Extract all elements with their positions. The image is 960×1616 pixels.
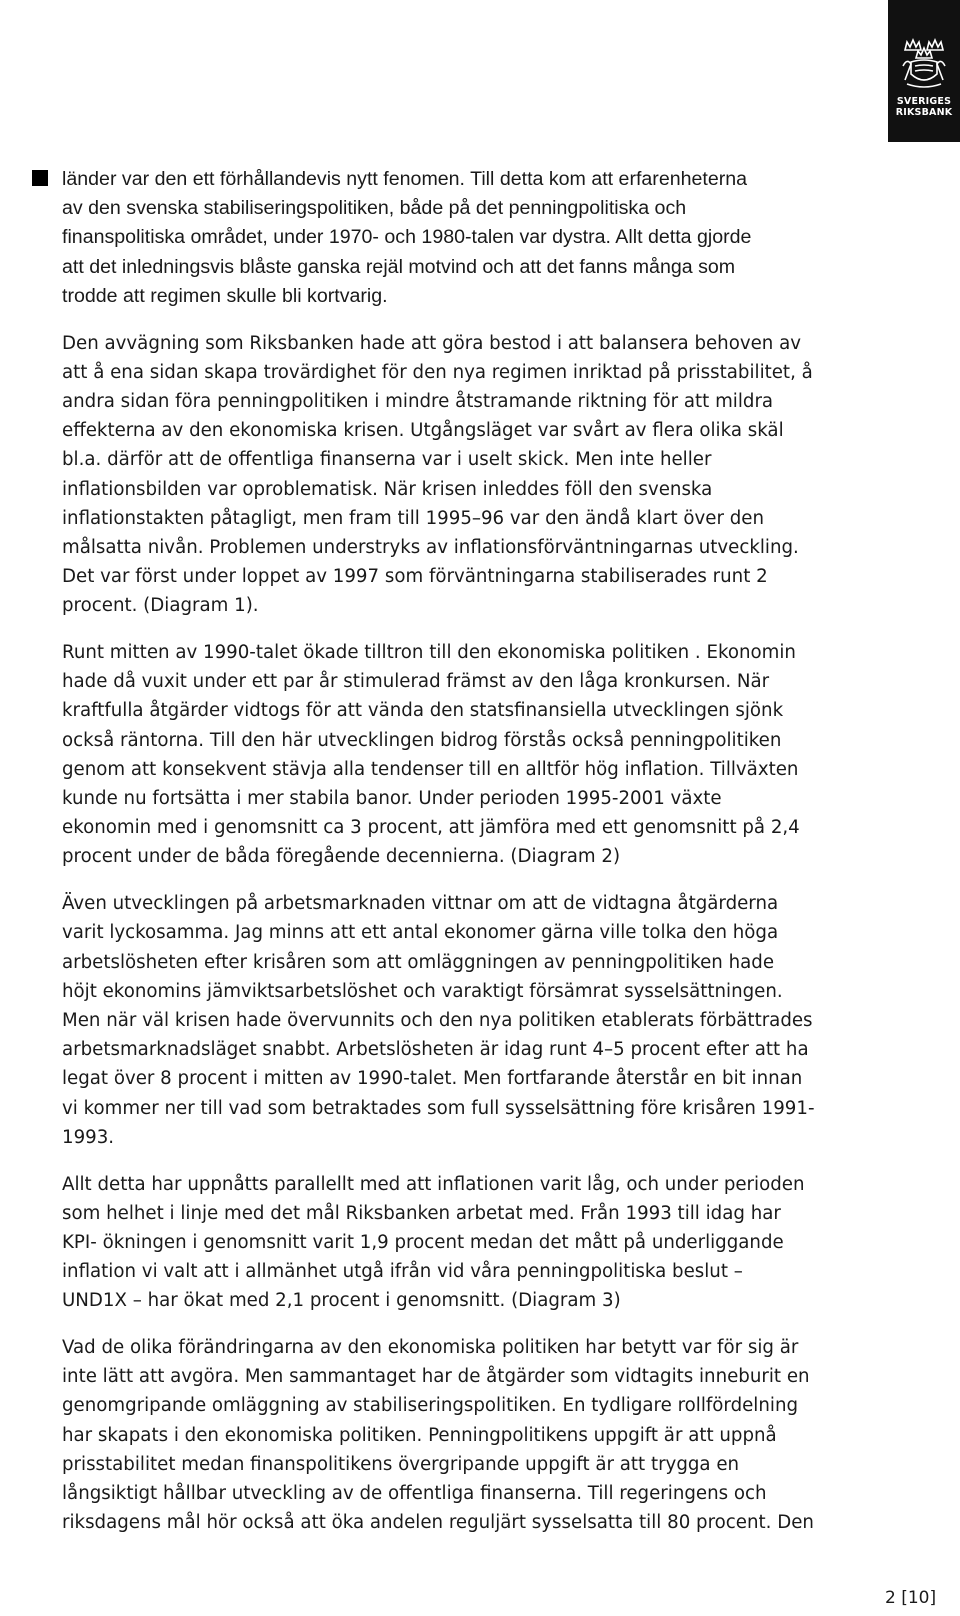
text-line: effekterna av den ekonomiska krisen. Utgångsläget var svårt av flera olika skäl (62, 420, 784, 442)
paragraph-6 (62, 1333, 862, 1537)
text-line: genomgripande omläggning av stabiliseringspolitiken. En tydligare rollfördelning (62, 1395, 799, 1417)
text-line: målsatta nivån. Problemen understryks av inflationsförväntningarnas utveckling. (62, 536, 799, 558)
text-line: inflationsbilden var oproblematisk. När krisen inleddes föll den svenska (62, 478, 713, 500)
body-text (62, 165, 862, 1555)
text-line: procent under de båda föregående decennierna. (Diagram 2) (62, 846, 621, 868)
text-line: att å ena sidan skapa trovärdighet för den nya regimen inriktad på prisstabilitet, å (62, 361, 813, 383)
text-line: inte lätt att avgöra. Men sammantaget har de åtgärder som vidtagits inneburit en (62, 1366, 810, 1388)
section-marker (32, 170, 48, 186)
text-line: ekonomin med i genomsnitt ca 3 procent, att jämföra med ett genomsnitt på 2,4 (62, 817, 800, 839)
text-line: Även utvecklingen på arbetsmarknaden vittnar om att de vidtagna åtgärderna (62, 893, 779, 915)
logo-line-sveriges: SVERIGES (896, 96, 952, 107)
text-line: trodde att regimen skulle bli kortvarig. (62, 284, 388, 307)
text-line: 1993. (62, 1126, 115, 1148)
text-line: Vad de olika förändringarna av den ekonomiska politiken har betytt var för sig är (62, 1337, 799, 1359)
text-line: som helhet i linje med det mål Riksbanken arbetat med. Från 1993 till idag har (62, 1202, 781, 1224)
text-line: genom att konsekvent stävja alla tendenser till en alltför hög inflation. Tillväxten (62, 758, 799, 780)
text-line: Det var först under loppet av 1997 som förväntningarna stabiliserades runt 2 (62, 566, 768, 588)
logo-line-riksbank: RIKSBANK (895, 107, 953, 118)
text-line: inflationstakten påtagligt, men fram till 1995–96 var den ändå klart över den (62, 507, 764, 529)
text-line: riksdagens mål hör också att öka andelen reguljärt sysselsatta till 80 procent. Den (62, 1512, 814, 1534)
text-line: har skapats i den ekonomiska politiken. Penningpolitikens uppgift är att uppnå (62, 1424, 777, 1446)
text-line: Den avvägning som Riksbanken hade att göra bestod i att balansera behoven av (62, 332, 802, 354)
text-line: legat över 8 procent i mitten av 1990-talet. Men fortfarande återstår en bit innan (62, 1068, 803, 1090)
text-line: av den svenska stabiliseringspolitiken, både på det penningpolitiska och (62, 197, 687, 220)
text-line: andra sidan föra penningpolitiken i mindre åtstramande riktning för att mildra (62, 390, 774, 412)
paragraph-5 (62, 1170, 862, 1316)
text-line: Allt detta har uppnåtts parallellt med att inflationen varit låg, och under perioden (62, 1173, 805, 1195)
text-line: långsiktigt hållbar utveckling av de offentliga finanserna. Till regeringens och (62, 1483, 767, 1505)
text-line: inflation vi valt att i allmänhet utgå ifrån vid våra penningpolitiska beslut – (62, 1261, 743, 1283)
text-line: finanspolitiska området, under 1970- och 1980-talen var dystra. Allt detta gjorde (62, 226, 752, 249)
text-line: bl.a. därför att de offentliga finanserna var i uselt skick. Men inte heller (62, 449, 712, 471)
text-line: Men när väl krisen hade övervunnits och den nya politiken etablerats förbättrades (62, 1009, 813, 1031)
paragraph-2 (62, 329, 862, 621)
text-line: Runt mitten av 1990-talet ökade tilltron till den ekonomiska politiken . Ekonomin (62, 642, 796, 664)
text-line: arbetsmarknadsläget snabbt. Arbetslösheten är idag runt 4–5 procent efter att ha (62, 1039, 809, 1061)
text-line: vi kommer ner till vad som betraktades som full sysselsättning före krisåren 1991- (62, 1097, 815, 1119)
crown-emblem-icon (899, 36, 949, 90)
text-line: arbetslösheten efter krisåren som att omläggningen av penningpolitiken hade (62, 951, 775, 973)
riksbank-logo (888, 0, 960, 142)
text-line: också räntorna. Till den här utvecklingen bidrog förstås också penningpolitiken (62, 729, 782, 751)
text-line: hade då vuxit under ett par år stimulerad främst av den låga kronkursen. När (62, 671, 770, 693)
text-line: kraftfulla åtgärder vidtogs för att vända den statsfinansiella utvecklingen sjönk (62, 700, 784, 722)
paragraph-1 (62, 165, 862, 311)
text-line: procent. (Diagram 1). (62, 595, 259, 617)
paragraph-3 (62, 638, 862, 872)
text-line: länder var den ett förhållandevis nytt fenomen. Till detta kom att erfarenheterna (62, 168, 748, 190)
text-line: prisstabilitet medan finanspolitikens övergripande uppgift är att trygga en (62, 1453, 740, 1475)
text-line: höjt ekonomins jämviktsarbetslöshet och varaktigt försämrat sysselsättningen. (62, 980, 783, 1002)
text-line: UND1X – har ökat med 2,1 procent i genomsnitt. (Diagram 3) (62, 1290, 621, 1312)
text-line: varit lyckosamma. Jag minns att ett antal ekonomer gärna ville tolka den höga (62, 922, 779, 944)
text-line: KPI- ökningen i genomsnitt varit 1,9 procent medan det mått på underliggande (62, 1231, 784, 1253)
page-number: 2 [10] (885, 1588, 937, 1608)
text-line: kunde nu fortsätta i mer stabila banor. Under perioden 1995-2001 växte (62, 788, 722, 810)
text-line: att det inledningsvis blåste ganska rejäl motvind och att det fanns många som (62, 255, 736, 278)
paragraph-4 (62, 889, 862, 1152)
